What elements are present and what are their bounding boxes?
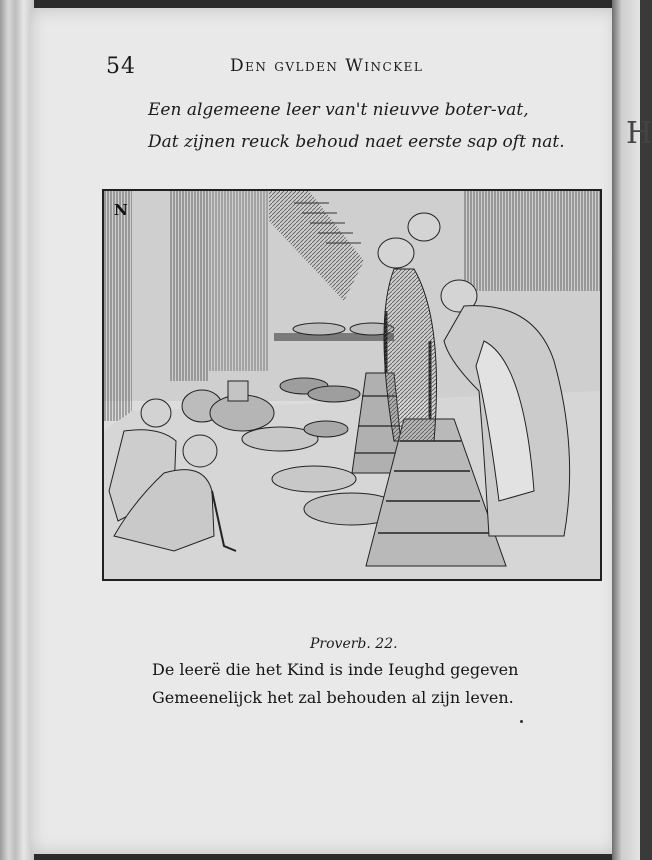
book-page <box>30 8 618 854</box>
page-stack-edge <box>0 0 34 860</box>
plate-letter: N <box>114 201 128 219</box>
engraving-plate <box>102 189 602 581</box>
proverb-line-2: Gemeenelijck het zal behouden al zijn leven. <box>152 688 514 707</box>
proverb-citation: Proverb. 22. <box>310 636 398 652</box>
engraving-illustration <box>104 191 600 579</box>
running-head: Den gvlden Winckel <box>230 56 424 76</box>
motto-line-2: Dat zijnen reuck behoud naet eerste sap oft nat. <box>148 132 565 152</box>
proverb-line-1: De leerë die het Kind is inde Ieughd gegeven <box>152 660 519 679</box>
facing-page-glyph: H <box>626 116 652 151</box>
motto-line-1: Een algemeene leer van't nieuvve boter-vat, <box>148 100 529 120</box>
facing-page-edge <box>612 0 652 860</box>
page-number: 54 <box>106 54 136 79</box>
ink-speck <box>520 720 523 723</box>
